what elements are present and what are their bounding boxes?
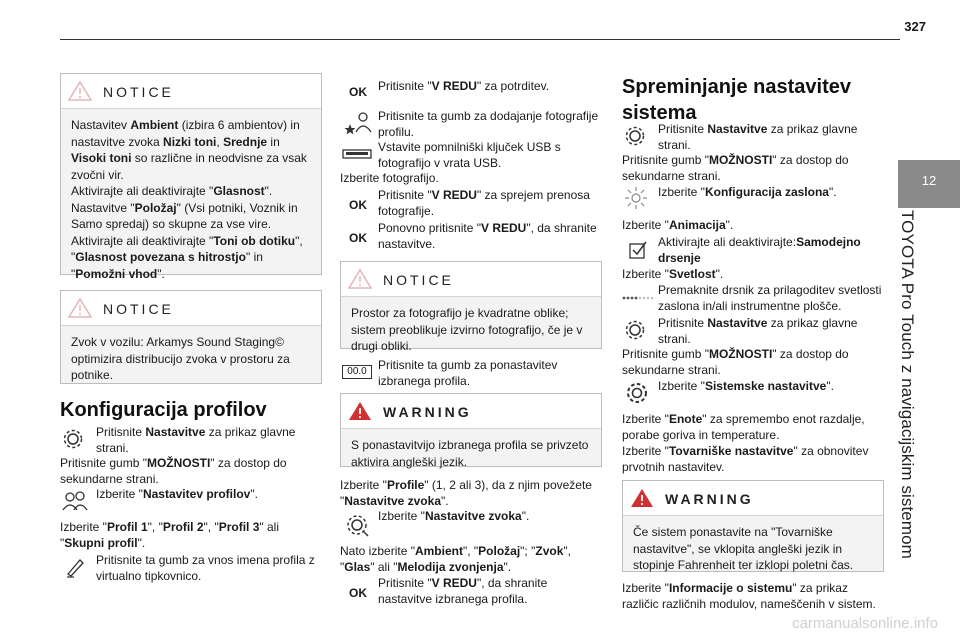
- warning-1-text: S ponastavitvijo izbranega profila se privzeto aktivira angleški jezik.: [351, 438, 589, 469]
- gear-icon: [624, 319, 660, 341]
- notice-1-text: Nastavitev Ambient (izbira 6 ambientov) in nastavitve zvoka Nizki toni, Srednje in Visoki toni so različne in neodvisne za vsak zvočni vir. Aktivirajte ali deaktivirajte "Glasnost". Nastavitve "Položaj" (Vsi potniki, Voznik in Samo spredaj) so skupne za vse vire. Aktivirajte ali deaktivirajte "Toni ob dotiku", "Glasnost povezana s hitrostjo" in "Pomožni vhod".: [71, 118, 307, 281]
- brightness-icon: [624, 186, 660, 210]
- step-screen-config: Izberite "Konfiguracija zaslona".: [620, 184, 882, 214]
- step-confirm-ok: OK Pritisnite "V REDU" za potrditev.: [340, 78, 602, 102]
- watermark: carmanualsonline.info: [792, 614, 938, 632]
- notice-triangle-icon: [347, 268, 373, 290]
- notice-triangle-icon: [67, 297, 93, 319]
- step-units: Izberite "Enote" za spremembo enot razdalje, porabe goriva in temperature.: [622, 412, 865, 443]
- add-photo-icon: [344, 110, 380, 138]
- step-animation: Izberite "Animacija".: [622, 218, 734, 232]
- step-brightness: Izberite "Svetlost".: [622, 267, 724, 281]
- ok-button-icon: OK: [349, 231, 367, 245]
- step-select-profile: Izberite "Profil 1", "Profil 2", "Profil 3" ali "Skupni profil".: [60, 520, 279, 551]
- sound-settings-icon: [344, 512, 380, 538]
- warning-triangle-icon: [629, 487, 655, 509]
- notice-3-text: Prostor za fotografijo je kvadratne oblike; sistem preoblikuje izvirno fotografijo, če je v drugi obliki.: [351, 306, 583, 354]
- header-rule: [60, 39, 900, 40]
- chapter-title: TOYOTA Pro Touch z navigacijskim sistemom: [898, 210, 917, 559]
- step-save-settings: OK Ponovno pritisnite "V REDU", da shranite nastavitve.: [340, 220, 602, 250]
- notice-triangle-icon: [67, 80, 93, 102]
- step-edit-name: Pritisnite ta gumb za vnos imena profila z virtualno tipkovnico.: [58, 552, 320, 584]
- step-save-profile: OK Pritisnite "V REDU", da shranite nastavitve izbranega profila.: [340, 575, 602, 605]
- chapter-title-vertical: [898, 210, 938, 559]
- step-settings-3: Pritisnite Nastavitve za prikaz glavne strani.: [620, 315, 882, 345]
- step-options-2: Pritisnite gumb "MOŽNOSTI" za dostop do sekundarne strani.: [622, 153, 849, 184]
- step-add-photo: Pritisnite ta gumb za dodajanje fotografije profilu.: [340, 108, 602, 138]
- notice-2-text: Zvok v vozilu: Arkamys Sound Staging© optimizira distribucijo zvoka v prostoru za potnike.: [71, 335, 290, 383]
- step-brightness-slider: Premaknite drsnik za prilagoditev svetlosti zaslona in/ali instrumentne plošče.: [620, 282, 882, 312]
- notice-box-3: [340, 261, 602, 354]
- notice-box-2: [60, 290, 322, 384]
- warning-title: WARNING: [383, 404, 472, 420]
- warning-triangle-icon: [347, 400, 373, 422]
- step-insert-usb: Vstavite pomnilniški ključek USB s fotografijo v vrata USB.: [340, 139, 602, 169]
- usb-port-icon: [342, 147, 378, 161]
- step-select-photo: Izberite fotografijo.: [340, 171, 439, 185]
- step-factory-reset: Izberite "Tovarniške nastavitve" za obnovitev prvotnih nastavitev.: [622, 444, 869, 475]
- notice-title: NOTICE: [383, 272, 454, 288]
- warning-2-text: Če sistem ponastavite na "Tovarniške nastavitve", se vklopita angleški jezik in stopinje Fahrenheit ter izklopi poletni čas.: [633, 525, 854, 573]
- ok-button-icon: OK: [349, 586, 367, 600]
- step-link-profile: Izberite "Profile" (1, 2 ali 3), da z njim povežete "Nastavitve zvoka".: [340, 478, 592, 509]
- step-system-settings: Izberite "Sistemske nastavitve".: [620, 378, 882, 408]
- warning-title: WARNING: [665, 491, 754, 507]
- step-system-info: Izberite "Informacije o sistemu" za prikaz različic različnih modulov, nameščenih v sistem.: [622, 581, 876, 612]
- step-profile-settings: Izberite "Nastavitev profilov".: [58, 486, 320, 516]
- step-settings-2: Pritisnite Nastavitve za prikaz glavne strani.: [620, 121, 882, 151]
- warning-box-2: [622, 480, 884, 572]
- step-settings: Pritisnite Nastavitve za prikaz glavne strani.: [58, 424, 320, 454]
- section-heading-profiles: Konfiguracija profilov: [60, 399, 267, 421]
- ok-button-icon: OK: [349, 198, 367, 212]
- ok-button-icon: OK: [349, 85, 367, 99]
- gear-icon: [62, 428, 98, 450]
- notice-title: NOTICE: [103, 301, 174, 317]
- pencil-icon: [64, 556, 100, 578]
- gear-icon: [624, 125, 660, 147]
- chapter-tab-number: 12: [921, 173, 937, 188]
- reset-button-icon: 00.0: [342, 365, 372, 379]
- page-number: 327: [904, 19, 926, 34]
- step-sound-settings: Izberite "Nastavitve zvoka".: [340, 508, 602, 538]
- notice-box-1: [60, 73, 322, 281]
- section-heading-system: Spreminjanje nastavitev sistema: [622, 76, 851, 124]
- step-accept-upload: OK Pritisnite "V REDU" za sprejem prenosa fotografije.: [340, 187, 602, 217]
- step-reset-profile: 00.0 Pritisnite ta gumb za ponastavitev izbranega profila.: [340, 357, 602, 387]
- step-auto-scroll: Aktivirajte ali deaktivirajte:Samodejno drsenje: [620, 234, 882, 264]
- step-options-3: Pritisnite gumb "MOŽNOSTI" za dostop do sekundarne strani.: [622, 347, 849, 378]
- step-options: Pritisnite gumb "MOŽNOSTI" za dostop do sekundarne strani.: [60, 456, 287, 487]
- notice-title: NOTICE: [103, 84, 174, 100]
- system-settings-icon: [624, 380, 660, 406]
- slider-dots-icon: [622, 294, 658, 302]
- profile-users-icon: [60, 488, 96, 514]
- warning-box-1: [340, 393, 602, 467]
- step-sound-options: Nato izberite "Ambient", "Položaj"; "Zvok", "Glas" ali "Melodija zvonjenja".: [340, 544, 571, 575]
